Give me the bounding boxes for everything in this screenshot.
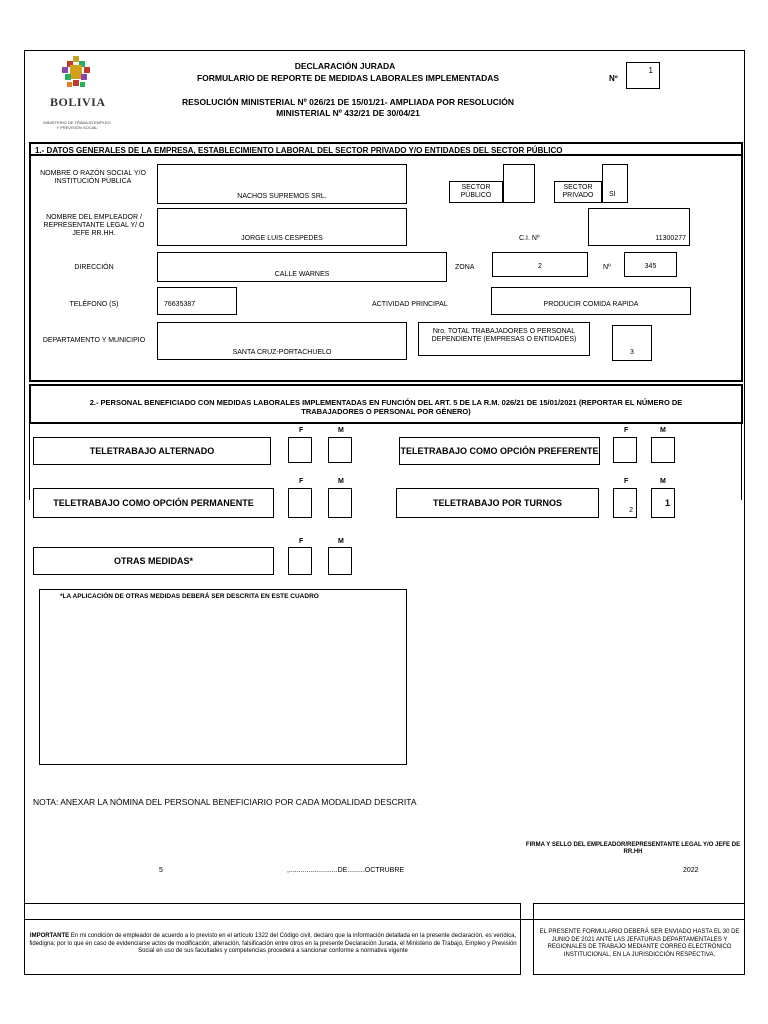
- sector-privado-label: SECTOR PRIVADO: [554, 181, 602, 203]
- m-header: M: [338, 538, 344, 545]
- m-header: M: [660, 427, 666, 434]
- permanente-f-field[interactable]: [288, 488, 312, 518]
- resolution-line2: MINISTERIAL Nº 432/21 DE 30/04/21: [276, 108, 420, 118]
- zona-label: ZONA: [455, 264, 475, 271]
- firma-label: FIRMA Y SELLO DEL EMPLEADOR/REPRESENTANTE LEGAL Y/O JEFE DE RR.HH: [525, 842, 741, 856]
- otras-medidas-label: OTRAS MEDIDAS*: [33, 547, 274, 575]
- ci-label: C.I. Nº: [519, 235, 540, 242]
- preferente-f-field[interactable]: [613, 437, 637, 463]
- sector-privado-field[interactable]: SI: [602, 164, 628, 203]
- sector-publico-field[interactable]: [503, 164, 535, 203]
- teletrabajo-turnos-label: TELETRABAJO POR TURNOS: [396, 488, 599, 518]
- section2-title: 2.- PERSONAL BENEFICIADO CON MEDIDAS LABORALES IMPLEMENTADAS EN FUNCIÓN DEL ART. 5 DE LA R.M. 026/21 DE 15/01/2021 (REPORTAR EL NÚMERO DE TRABAJADORES O PERSONAL POR GÉNERO): [29, 384, 743, 424]
- sector-publico-label: SECTOR PÚBLICO: [449, 181, 503, 203]
- actividad-field[interactable]: PRODUCIR COMIDA RAPIDA: [491, 287, 691, 315]
- nota-anexar: NOTA: ANEXAR LA NÓMINA DEL PERSONAL BENEFICIARIO POR CADA MODALIDAD DESCRITA: [33, 797, 417, 807]
- direccion-field[interactable]: CALLE WARNES: [157, 252, 447, 282]
- numero-label: Nº: [603, 264, 611, 271]
- teletrabajo-permanente-label: TELETRABAJO COMO OPCIÓN PERMANENTE: [33, 488, 274, 518]
- otras-medidas-description-title: *LA APLICACIÓN DE OTRAS MEDIDAS DEBERÁ SER DESCRITA EN ESTE CUADRO: [60, 593, 319, 600]
- teletrabajo-preferente-label: TELETRABAJO COMO OPCIÓN PREFERENTE: [399, 437, 600, 465]
- direccion-label: DIRECCIÓN: [74, 264, 114, 271]
- preferente-m-field[interactable]: [651, 437, 675, 463]
- turnos-m-field[interactable]: 1: [651, 488, 675, 518]
- empleador-field[interactable]: JORGE LUIS CESPEDES: [157, 208, 407, 246]
- form-number-field[interactable]: [626, 62, 660, 89]
- departamento-label: DEPARTAMENTO Y MUNICIPIO: [42, 337, 146, 344]
- teletrabajo-alternado-label: TELETRABAJO ALTERNADO: [33, 437, 271, 465]
- ci-field[interactable]: 11300277: [588, 208, 690, 246]
- form-number-value: 1: [648, 66, 653, 75]
- m-header: M: [338, 478, 344, 485]
- otras-m-field[interactable]: [328, 547, 352, 575]
- total-trabajadores-label: Nro. TOTAL TRABAJADORES O PERSONAL DEPENDIENTE (EMPRESAS O ENTIDADES): [418, 322, 590, 356]
- form-number-label: Nº: [609, 74, 618, 83]
- f-header: F: [624, 427, 629, 434]
- country-name: BOLIVIA: [50, 95, 106, 109]
- footer-envio-text: EL PRESENTE FORMULARIO DEBERÁ SER ENVIADO HASTA EL 30 DE JUNIO DE 2021 ANTE LAS JEFATURAS DEPARTAMENTALES Y REGIONALES DE TRABAJO MEDIANTE CORREO ELECTRÓNICO INSTITUCIONAL, EN LA JURISDICCIÓN RESPECTIVA.: [539, 929, 740, 958]
- form-title: DECLARACIÓN JURADA: [294, 61, 396, 71]
- date-year: 2022: [683, 867, 699, 874]
- otras-f-field[interactable]: [288, 547, 312, 575]
- f-header: F: [299, 427, 304, 434]
- empleador-label: NOMBRE DEL EMPLEADOR / REPRESENTANTE LEGAL Y/ O JEFE RR.HH.: [43, 214, 145, 238]
- frame-spine-left: [29, 424, 30, 500]
- coat-of-arms-logo: [62, 56, 90, 90]
- f-header: F: [299, 478, 304, 485]
- section1-title: 1.- DATOS GENERALES DE LA EMPRESA, ESTABLECIMIENTO LABORAL DEL SECTOR PRIVADO Y/O ENTIDADES DEL SECTOR PÚBLICO: [29, 142, 743, 156]
- otras-medidas-description-box[interactable]: [39, 589, 407, 765]
- alternado-m-field[interactable]: [328, 437, 352, 463]
- f-header: F: [299, 538, 304, 545]
- alternado-f-field[interactable]: [288, 437, 312, 463]
- m-header: M: [338, 427, 344, 434]
- ministry-name: MINISTERIO DE TRABAJO EMPLEO Y PREVISIÓN SOCIAL: [43, 120, 111, 130]
- footer-importante-text: IMPORTANTE En mi condición de empleador de acuerdo a lo previsto en el artículo 1322 del Código civil, declaro que la información detallada en la presente declaración, es verídica, fidedigna; por lo que en caso de evidenciarse actos de modificación, alteración, falsificación entre otros en la presente Declaración Jurada, el Ministerio de Trabajo, Empleo y Previsión Social en uso de sus facultades y competencias procederá a sancionar conforme a normativa vigente: [29, 933, 517, 954]
- zona-field[interactable]: 2: [492, 252, 588, 277]
- f-header: F: [624, 478, 629, 485]
- resolution-line1: RESOLUCIÓN MINISTERIAL Nº 026/21 DE 15/01/21- AMPLIADA POR RESOLUCIÓN: [182, 97, 514, 107]
- m-header: M: [660, 478, 666, 485]
- date-month: ,.........................DE.........OCTRUBRE: [287, 867, 405, 874]
- date-day: 5: [159, 867, 163, 874]
- total-trabajadores-field[interactable]: 3: [612, 325, 652, 361]
- numero-field[interactable]: 345: [624, 252, 677, 277]
- turnos-f-field[interactable]: 2: [613, 488, 637, 518]
- actividad-label: ACTIVIDAD PRINCIPAL: [372, 301, 448, 308]
- telefono-field[interactable]: 76635387: [157, 287, 237, 315]
- form-subtitle: FORMULARIO DE REPORTE DE MEDIDAS LABORALES IMPLEMENTADAS: [196, 73, 500, 83]
- telefono-label: TELÉFONO (S): [69, 301, 119, 308]
- frame-spine-right: [741, 424, 742, 500]
- permanente-m-field[interactable]: [328, 488, 352, 518]
- razon-social-field[interactable]: NACHOS SUPREMOS SRL.: [157, 164, 407, 204]
- razon-social-label: NOMBRE O RAZÓN SOCIAL Y/O INSTITUCIÓN PÚBLICA: [40, 170, 146, 186]
- departamento-field[interactable]: SANTA CRUZ-PORTACHUELO: [157, 322, 407, 360]
